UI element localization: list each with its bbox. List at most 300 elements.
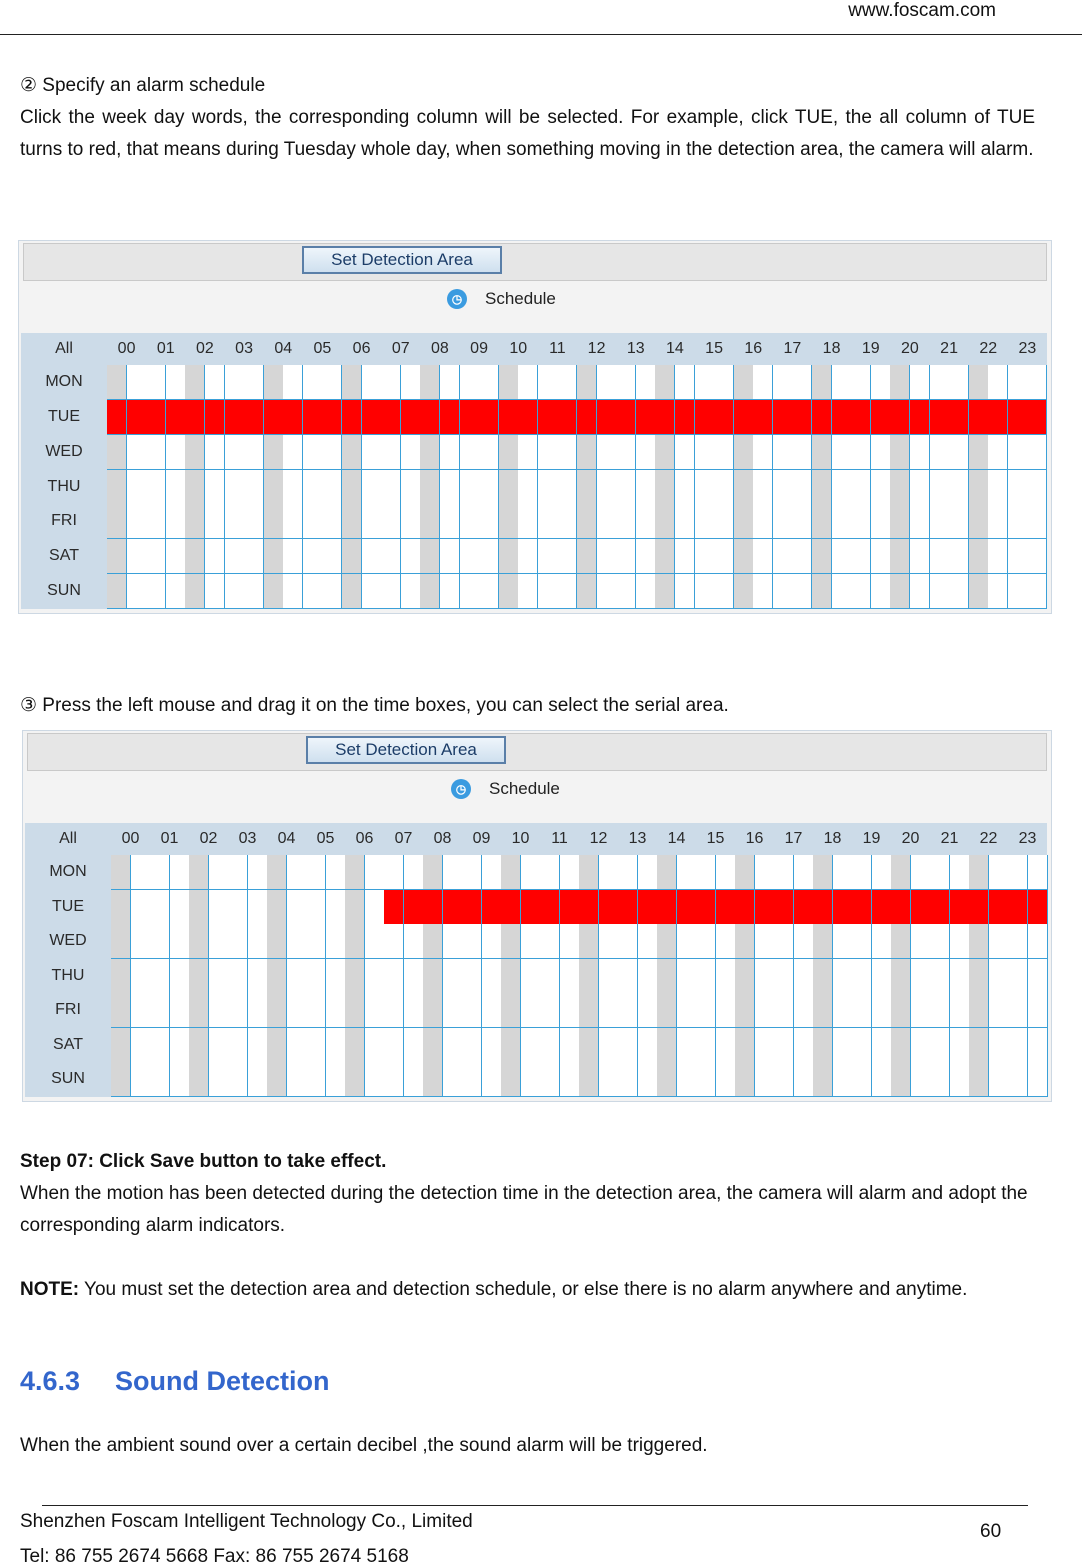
hour-header-12[interactable]: 12 [587, 340, 606, 357]
time-cell[interactable] [127, 504, 147, 539]
time-cell[interactable] [655, 574, 675, 609]
day-label-sun[interactable]: SUN [21, 574, 107, 609]
time-cell[interactable] [851, 470, 871, 505]
time-cell[interactable] [597, 574, 617, 609]
time-cell[interactable] [225, 400, 245, 435]
time-cell[interactable] [675, 539, 695, 574]
time-cell[interactable] [185, 539, 205, 574]
time-cell[interactable] [365, 855, 385, 890]
time-cell[interactable] [794, 890, 814, 925]
time-cell[interactable] [599, 924, 619, 959]
time-cell[interactable] [638, 924, 658, 959]
hour-header-08[interactable]: 08 [431, 340, 449, 357]
time-cell[interactable] [655, 470, 675, 505]
time-cell[interactable] [443, 855, 463, 890]
time-cell[interactable] [287, 959, 307, 994]
time-cell[interactable] [930, 1028, 950, 1063]
time-cell[interactable] [599, 1028, 619, 1063]
time-cell[interactable] [342, 400, 362, 435]
time-cell[interactable] [306, 924, 326, 959]
time-cell[interactable] [185, 400, 205, 435]
time-cell[interactable] [540, 959, 560, 994]
time-cell[interactable] [538, 435, 558, 470]
time-cell[interactable] [636, 574, 656, 609]
time-cell[interactable] [792, 470, 812, 505]
time-cell[interactable] [716, 993, 736, 1028]
time-cell[interactable] [989, 1028, 1009, 1063]
time-cell[interactable] [677, 924, 697, 959]
time-cell[interactable] [636, 400, 656, 435]
time-cell[interactable] [166, 470, 186, 505]
time-cell[interactable] [675, 470, 695, 505]
time-cell[interactable] [248, 890, 268, 925]
time-cell[interactable] [170, 855, 190, 890]
time-cell[interactable] [1028, 993, 1048, 1028]
time-cell[interactable] [264, 574, 284, 609]
time-cell[interactable] [675, 365, 695, 400]
time-cell[interactable] [283, 435, 303, 470]
time-cell[interactable] [420, 435, 440, 470]
time-cell[interactable] [1008, 1028, 1028, 1063]
time-cell[interactable] [812, 400, 832, 435]
hour-header-08[interactable]: 08 [433, 830, 452, 847]
time-cell[interactable] [479, 400, 499, 435]
time-cell[interactable] [404, 1028, 424, 1063]
time-cell[interactable] [150, 924, 170, 959]
time-cell[interactable] [189, 890, 209, 925]
time-cell[interactable] [384, 1062, 404, 1097]
time-cell[interactable] [813, 924, 833, 959]
time-cell[interactable] [557, 400, 577, 435]
time-cell[interactable] [792, 539, 812, 574]
time-cell[interactable] [166, 539, 186, 574]
time-cell[interactable] [774, 1062, 794, 1097]
time-cell[interactable] [890, 470, 910, 505]
hour-header-05[interactable]: 05 [313, 340, 332, 357]
hour-header-20[interactable]: 20 [901, 830, 920, 847]
time-cell[interactable] [479, 365, 499, 400]
time-cell[interactable] [638, 1062, 658, 1097]
time-cell[interactable] [755, 890, 775, 925]
time-cell[interactable] [482, 924, 502, 959]
time-cell[interactable] [716, 924, 736, 959]
time-cell[interactable] [753, 470, 773, 505]
time-cell[interactable] [716, 890, 736, 925]
time-cell[interactable] [753, 504, 773, 539]
time-cell[interactable] [283, 574, 303, 609]
time-cell[interactable] [557, 470, 577, 505]
time-cell[interactable] [518, 470, 538, 505]
time-cell[interactable] [813, 855, 833, 890]
time-cell[interactable] [189, 855, 209, 890]
time-cell[interactable] [677, 993, 697, 1028]
time-cell[interactable] [930, 993, 950, 1028]
time-cell[interactable] [969, 1062, 989, 1097]
time-cell[interactable] [792, 435, 812, 470]
time-cell[interactable] [616, 400, 636, 435]
time-cell[interactable] [1027, 365, 1047, 400]
time-cell[interactable] [930, 365, 950, 400]
time-cell[interactable] [774, 855, 794, 890]
time-cell[interactable] [773, 435, 793, 470]
time-cell[interactable] [499, 574, 519, 609]
time-cell[interactable] [872, 1028, 892, 1063]
time-cell[interactable] [851, 400, 871, 435]
time-cell[interactable] [891, 924, 911, 959]
time-cell[interactable] [345, 1062, 365, 1097]
time-cell[interactable] [244, 574, 264, 609]
time-cell[interactable] [812, 365, 832, 400]
time-cell[interactable] [579, 1028, 599, 1063]
time-cell[interactable] [636, 470, 656, 505]
time-cell[interactable] [1028, 890, 1048, 925]
time-cell[interactable] [248, 855, 268, 890]
time-cell[interactable] [365, 993, 385, 1028]
time-cell[interactable] [597, 435, 617, 470]
time-cell[interactable] [460, 470, 480, 505]
time-cell[interactable] [871, 539, 891, 574]
time-cell[interactable] [657, 855, 677, 890]
time-cell[interactable] [638, 890, 658, 925]
time-cell[interactable] [443, 924, 463, 959]
time-cell[interactable] [833, 993, 853, 1028]
time-cell[interactable] [735, 959, 755, 994]
time-cell[interactable] [969, 959, 989, 994]
time-cell[interactable] [1008, 504, 1028, 539]
time-cell[interactable] [910, 365, 930, 400]
time-cell[interactable] [1008, 1062, 1028, 1097]
time-cell[interactable] [695, 574, 715, 609]
hour-header-04[interactable]: 04 [277, 830, 296, 847]
time-cell[interactable] [930, 539, 950, 574]
time-cell[interactable] [244, 435, 264, 470]
time-cell[interactable] [209, 993, 229, 1028]
time-cell[interactable] [209, 1062, 229, 1097]
time-cell[interactable] [832, 365, 852, 400]
time-cell[interactable] [675, 504, 695, 539]
time-cell[interactable] [832, 539, 852, 574]
time-cell[interactable] [560, 924, 580, 959]
time-cell[interactable] [264, 435, 284, 470]
hour-header-11[interactable]: 11 [551, 830, 568, 847]
time-cell[interactable] [696, 1028, 716, 1063]
time-cell[interactable] [540, 993, 560, 1028]
time-cell[interactable] [735, 855, 755, 890]
time-cell[interactable] [170, 924, 190, 959]
time-cell[interactable] [482, 1028, 502, 1063]
time-cell[interactable] [597, 504, 617, 539]
time-cell[interactable] [342, 365, 362, 400]
time-cell[interactable] [988, 365, 1008, 400]
time-cell[interactable] [482, 855, 502, 890]
time-cell[interactable] [303, 435, 323, 470]
time-cell[interactable] [264, 365, 284, 400]
time-cell[interactable] [244, 365, 264, 400]
time-cell[interactable] [443, 959, 463, 994]
time-cell[interactable] [675, 574, 695, 609]
time-cell[interactable] [794, 1028, 814, 1063]
time-cell[interactable] [111, 924, 131, 959]
time-cell[interactable] [577, 365, 597, 400]
time-cell[interactable] [501, 1028, 521, 1063]
time-cell[interactable] [150, 1062, 170, 1097]
time-cell[interactable] [384, 1028, 404, 1063]
time-cell[interactable] [518, 400, 538, 435]
time-cell[interactable] [969, 400, 989, 435]
time-cell[interactable] [910, 435, 930, 470]
time-cell[interactable] [111, 993, 131, 1028]
time-cell[interactable] [832, 470, 852, 505]
time-cell[interactable] [518, 539, 538, 574]
time-cell[interactable] [773, 504, 793, 539]
hour-header-07[interactable]: 07 [391, 340, 410, 357]
time-cell[interactable] [479, 539, 499, 574]
time-cell[interactable] [365, 1028, 385, 1063]
hour-header-20[interactable]: 20 [901, 340, 919, 357]
time-cell[interactable] [969, 855, 989, 890]
time-cell[interactable] [755, 959, 775, 994]
time-cell[interactable] [384, 993, 404, 1028]
time-cell[interactable] [404, 1062, 424, 1097]
time-cell[interactable] [518, 365, 538, 400]
time-cell[interactable] [599, 855, 619, 890]
time-cell[interactable] [969, 365, 989, 400]
time-cell[interactable] [851, 574, 871, 609]
time-cell[interactable] [695, 400, 715, 435]
time-cell[interactable] [107, 400, 127, 435]
time-cell[interactable] [655, 504, 675, 539]
time-cell[interactable] [362, 574, 382, 609]
time-cell[interactable] [812, 574, 832, 609]
time-cell[interactable] [833, 890, 853, 925]
time-cell[interactable] [384, 890, 404, 925]
time-cell[interactable] [146, 504, 166, 539]
time-cell[interactable] [1027, 470, 1047, 505]
time-cell[interactable] [185, 574, 205, 609]
time-cell[interactable] [734, 504, 754, 539]
time-cell[interactable] [930, 504, 950, 539]
time-cell[interactable] [755, 1028, 775, 1063]
time-cell[interactable] [969, 574, 989, 609]
time-cell[interactable] [131, 993, 151, 1028]
time-cell[interactable] [244, 470, 264, 505]
time-cell[interactable] [618, 959, 638, 994]
time-cell[interactable] [540, 855, 560, 890]
time-cell[interactable] [851, 539, 871, 574]
time-cell[interactable] [189, 1028, 209, 1063]
time-cell[interactable] [755, 855, 775, 890]
time-cell[interactable] [696, 1062, 716, 1097]
time-cell[interactable] [482, 993, 502, 1028]
time-cell[interactable] [166, 365, 186, 400]
time-cell[interactable] [638, 959, 658, 994]
hour-header-06[interactable]: 06 [352, 340, 371, 357]
day-label-wed[interactable]: WED [25, 924, 111, 959]
time-cell[interactable] [326, 890, 346, 925]
time-cell[interactable] [794, 959, 814, 994]
time-cell[interactable] [127, 365, 147, 400]
time-cell[interactable] [404, 959, 424, 994]
time-cell[interactable] [696, 924, 716, 959]
time-cell[interactable] [345, 855, 365, 890]
time-cell[interactable] [560, 959, 580, 994]
time-cell[interactable] [735, 924, 755, 959]
time-cell[interactable] [189, 959, 209, 994]
time-cell[interactable] [420, 539, 440, 574]
time-cell[interactable] [911, 1028, 931, 1063]
time-cell[interactable] [185, 365, 205, 400]
hour-header-23[interactable]: 23 [1018, 340, 1037, 357]
time-cell[interactable] [209, 924, 229, 959]
time-cell[interactable] [755, 993, 775, 1028]
time-cell[interactable] [248, 1062, 268, 1097]
time-cell[interactable] [557, 504, 577, 539]
time-cell[interactable] [616, 574, 636, 609]
time-cell[interactable] [695, 539, 715, 574]
time-cell[interactable] [107, 504, 127, 539]
time-cell[interactable] [131, 1028, 151, 1063]
time-cell[interactable] [287, 855, 307, 890]
time-cell[interactable] [753, 539, 773, 574]
time-cell[interactable] [248, 924, 268, 959]
hour-header-21[interactable]: 21 [940, 340, 958, 357]
time-cell[interactable] [462, 1062, 482, 1097]
time-cell[interactable] [499, 539, 519, 574]
time-cell[interactable] [170, 993, 190, 1028]
time-cell[interactable] [832, 400, 852, 435]
time-cell[interactable] [832, 435, 852, 470]
time-cell[interactable] [342, 539, 362, 574]
time-cell[interactable] [655, 400, 675, 435]
time-cell[interactable] [616, 435, 636, 470]
time-cell[interactable] [655, 539, 675, 574]
time-cell[interactable] [677, 1062, 697, 1097]
time-cell[interactable] [322, 365, 342, 400]
time-cell[interactable] [872, 993, 892, 1028]
time-cell[interactable] [560, 855, 580, 890]
day-label-fri[interactable]: FRI [25, 993, 111, 1028]
time-cell[interactable] [170, 890, 190, 925]
time-cell[interactable] [166, 574, 186, 609]
time-cell[interactable] [852, 1028, 872, 1063]
time-cell[interactable] [890, 504, 910, 539]
time-cell[interactable] [655, 435, 675, 470]
time-cell[interactable] [518, 435, 538, 470]
time-cell[interactable] [930, 435, 950, 470]
time-cell[interactable] [579, 855, 599, 890]
time-cell[interactable] [209, 855, 229, 890]
time-cell[interactable] [852, 890, 872, 925]
hour-header-01[interactable]: 01 [156, 340, 175, 357]
time-cell[interactable] [479, 470, 499, 505]
time-cell[interactable] [185, 470, 205, 505]
time-cell[interactable] [499, 400, 519, 435]
time-cell[interactable] [597, 539, 617, 574]
time-cell[interactable] [345, 890, 365, 925]
time-cell[interactable] [326, 993, 346, 1028]
time-cell[interactable] [521, 1062, 541, 1097]
time-cell[interactable] [989, 993, 1009, 1028]
time-cell[interactable] [696, 959, 716, 994]
time-cell[interactable] [577, 539, 597, 574]
time-cell[interactable] [150, 993, 170, 1028]
time-cell[interactable] [636, 365, 656, 400]
time-cell[interactable] [1008, 400, 1028, 435]
time-cell[interactable] [248, 959, 268, 994]
time-cell[interactable] [930, 959, 950, 994]
time-cell[interactable] [657, 959, 677, 994]
time-cell[interactable] [1008, 539, 1028, 574]
time-cell[interactable] [773, 539, 793, 574]
time-cell[interactable] [969, 1028, 989, 1063]
time-cell[interactable] [244, 539, 264, 574]
time-cell[interactable] [150, 1028, 170, 1063]
time-cell[interactable] [1008, 574, 1028, 609]
time-cell[interactable] [362, 470, 382, 505]
time-cell[interactable] [618, 1062, 638, 1097]
time-cell[interactable] [225, 365, 245, 400]
time-cell[interactable] [482, 959, 502, 994]
time-cell[interactable] [228, 1062, 248, 1097]
time-cell[interactable] [501, 924, 521, 959]
time-cell[interactable] [326, 959, 346, 994]
time-cell[interactable] [440, 470, 460, 505]
time-cell[interactable] [146, 470, 166, 505]
time-cell[interactable] [381, 365, 401, 400]
time-cell[interactable] [890, 365, 910, 400]
time-cell[interactable] [131, 1062, 151, 1097]
time-cell[interactable] [404, 890, 424, 925]
time-cell[interactable] [306, 1028, 326, 1063]
hour-header-06[interactable]: 06 [355, 830, 374, 847]
time-cell[interactable] [577, 504, 597, 539]
time-cell[interactable] [852, 959, 872, 994]
time-cell[interactable] [228, 1028, 248, 1063]
time-cell[interactable] [1028, 1028, 1048, 1063]
hour-header-19[interactable]: 19 [861, 340, 880, 357]
hour-header-16[interactable]: 16 [744, 340, 763, 357]
time-cell[interactable] [443, 993, 463, 1028]
time-cell[interactable] [420, 365, 440, 400]
time-cell[interactable] [579, 993, 599, 1028]
time-cell[interactable] [657, 993, 677, 1028]
time-cell[interactable] [462, 890, 482, 925]
time-cell[interactable] [228, 924, 248, 959]
time-cell[interactable] [228, 855, 248, 890]
time-cell[interactable] [910, 400, 930, 435]
time-cell[interactable] [443, 1028, 463, 1063]
time-cell[interactable] [107, 365, 127, 400]
time-cell[interactable] [303, 504, 323, 539]
time-cell[interactable] [420, 470, 440, 505]
time-cell[interactable] [579, 924, 599, 959]
time-cell[interactable] [774, 1028, 794, 1063]
time-cell[interactable] [891, 1062, 911, 1097]
time-cell[interactable] [303, 574, 323, 609]
time-cell[interactable] [170, 959, 190, 994]
time-cell[interactable] [969, 539, 989, 574]
time-cell[interactable] [833, 1028, 853, 1063]
time-cell[interactable] [910, 504, 930, 539]
time-cell[interactable] [579, 959, 599, 994]
time-cell[interactable] [618, 890, 638, 925]
time-cell[interactable] [303, 400, 323, 435]
time-cell[interactable] [852, 993, 872, 1028]
time-cell[interactable] [950, 1028, 970, 1063]
time-cell[interactable] [1008, 365, 1028, 400]
hour-header-09[interactable]: 09 [472, 830, 491, 847]
time-cell[interactable] [636, 504, 656, 539]
